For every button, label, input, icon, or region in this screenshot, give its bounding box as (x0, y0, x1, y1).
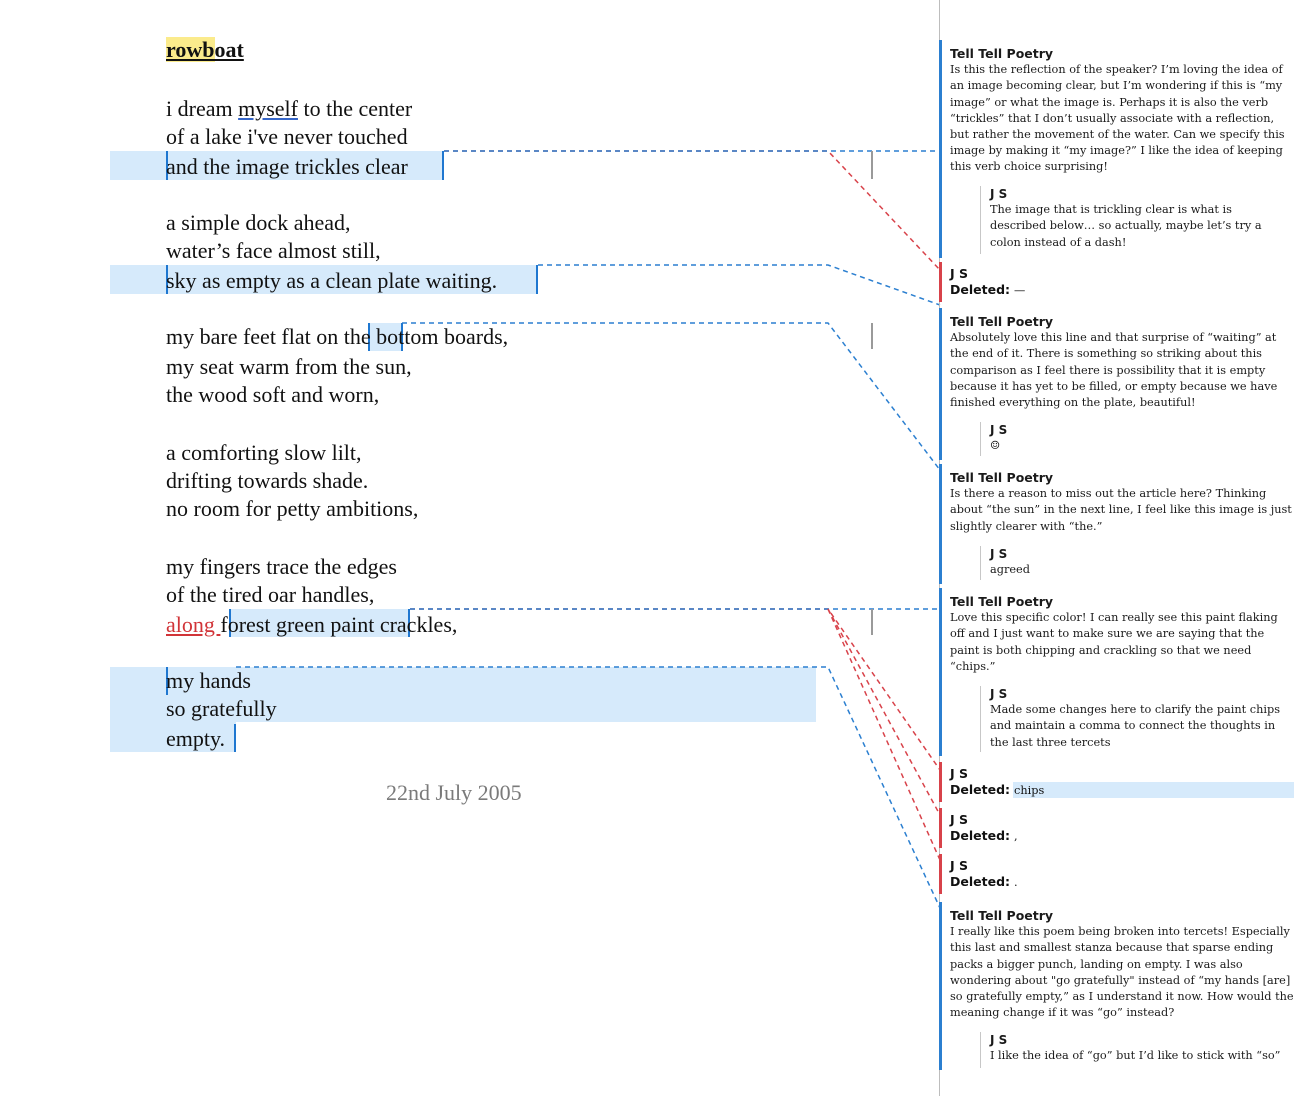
comment-bar (939, 308, 942, 460)
selection-caret (536, 265, 538, 294)
poem-line: water’s face almost still, (166, 238, 381, 263)
comment-author: Tell Tell Poetry (950, 470, 1054, 485)
deletion-4[interactable] (950, 858, 1018, 891)
reply-text: Made some changes here to clarify the paint chips and maintain a comma to connect the thoughts in the last three tercets (990, 703, 1281, 749)
comment-2[interactable] (950, 314, 1294, 411)
change-bar (871, 609, 873, 635)
stanza-2 (166, 209, 497, 295)
deletion-3[interactable] (950, 812, 1018, 845)
deletion-author: J S (950, 766, 969, 781)
reply-text: The image that is trickling clear is what is described below… so actually, maybe let’s try a colon instead of a dash! (990, 203, 1262, 249)
deletion-bar (939, 262, 942, 302)
reply-author: J S (990, 187, 1008, 201)
reply-text: agreed (990, 563, 1030, 577)
comment-author: Tell Tell Poetry (950, 594, 1054, 609)
stanza-3 (166, 323, 508, 409)
stanza-5 (166, 553, 457, 639)
deletion-author: J S (950, 858, 969, 873)
underlined-word: myself (238, 96, 298, 121)
line-text: crackles, (379, 612, 458, 637)
selected-text: forest green paint (220, 612, 380, 637)
deletion-label: Deleted: (950, 282, 1011, 297)
poem-line: a comforting slow lilt, (166, 440, 362, 465)
comment-3-reply[interactable] (990, 546, 1290, 578)
reply-author: J S (990, 1033, 1008, 1047)
poem-line: drifting towards shade. (166, 468, 369, 493)
poem-line (166, 611, 457, 639)
selected-word: the (343, 324, 371, 349)
deletion-value: chips (1014, 784, 1045, 797)
poem-date: 22nd July 2005 (386, 780, 522, 805)
comment-1[interactable] (950, 46, 1294, 176)
poem-line: a simple dock ahead, (166, 210, 351, 235)
reply-text: ☺ (990, 439, 1001, 453)
reply-bar (980, 686, 981, 752)
deletion-value: . (1014, 876, 1018, 889)
change-bar (871, 151, 873, 179)
deletion-2[interactable] (950, 766, 1044, 799)
poem-line: sky as empty as a clean plate waiting. (166, 268, 498, 293)
comment-4-reply[interactable] (990, 686, 1290, 751)
reply-bar (980, 546, 981, 580)
comment-bar (939, 40, 942, 258)
comment-author: Tell Tell Poetry (950, 46, 1054, 61)
poem-line: and the image trickles clear (166, 154, 408, 179)
poem-title (166, 36, 244, 64)
deletion-label: Deleted: (950, 828, 1011, 843)
title-highlight: rowb (166, 37, 215, 62)
poem-line: my seat warm from the sun, (166, 354, 412, 379)
deletion-bar (939, 854, 942, 894)
selection-caret (442, 151, 444, 180)
poem-line: the wood soft and worn, (166, 382, 380, 407)
comment-text: I really like this poem being broken into tercets! Especially this last and smallest stanza because that sparse ending packs a bigger punch, landing on empty. I was also wondering about "go gratefully" instead of “my hands [are] so gratefully empty,” as I understand it now. How would the meaning change if it was “go” instead? (950, 925, 1294, 1020)
comment-author: Tell Tell Poetry (950, 314, 1054, 329)
comment-bar (939, 902, 942, 1070)
poem-line: of a lake i've never touched (166, 124, 408, 149)
poem-line: no room for petty ambitions, (166, 496, 419, 521)
deletion-label: Deleted: (950, 874, 1011, 889)
poem-line (166, 95, 412, 123)
reply-author: J S (990, 547, 1008, 561)
line-text: to the center (297, 96, 413, 121)
deletion-bar (939, 762, 942, 802)
change-bar (871, 323, 873, 349)
reply-text: I like the idea of “go” but I’d like to stick with “so” (990, 1049, 1281, 1063)
comment-bar (939, 588, 942, 756)
deletion-value: — (1014, 284, 1026, 297)
line-text: my bare feet flat on (166, 324, 344, 349)
reply-bar (980, 1032, 981, 1068)
comment-text: Is there a reason to miss out the article here? Thinking about “the sun” in the next line, I feel like this image is just slightly clearer with “the.” (950, 487, 1292, 533)
poem-line: my fingers trace the edges (166, 554, 397, 579)
deletion-value: , (1014, 830, 1018, 843)
poem-line: of the tired oar handles, (166, 582, 375, 607)
comment-2-reply[interactable] (990, 422, 1290, 454)
stanza-4 (166, 439, 418, 523)
comment-bar (939, 464, 942, 584)
reply-author: J S (990, 687, 1008, 701)
poem-line: empty. (166, 726, 226, 751)
comment-5[interactable] (950, 908, 1294, 1021)
deletion-bar (939, 808, 942, 848)
stanza-1 (166, 95, 412, 181)
line-text: bottom boards, (370, 324, 509, 349)
reply-author: J S (990, 423, 1008, 437)
comment-text: Love this specific color! I can really see this paint flaking off and I just want to make sure we are saying that the paint is both chipping and crackling so that we need “chips.” (950, 611, 1278, 673)
deletion-highlight (1013, 782, 1294, 798)
comment-5-reply[interactable] (990, 1032, 1290, 1064)
comment-3[interactable] (950, 470, 1294, 535)
comment-text: Is this the reflection of the speaker? I’m loving the idea of an image becoming clear, but I’m wondering if this is “my image” or what the image is. Perhaps it is also the verb “trickles” that I don’t usually associate with a reflection, but rather the movement of the water. Can we specify this image by making it “my image?” I like the idea of keeping this verb choice surprising! (950, 63, 1285, 174)
comment-text: Absolutely love this line and that surprise of “waiting” at the end of it. There is something so striking about this comparison as I feel there is possibility that it is empty because it has yet to be filled, or empty because we have finished everything on the plate, beautiful! (950, 331, 1278, 410)
stanza-6 (166, 667, 277, 753)
comment-1-reply[interactable] (990, 186, 1290, 251)
tracked-insertion: along (166, 612, 221, 637)
deletion-author: J S (950, 266, 969, 281)
title-rest: oat (214, 37, 244, 62)
line-text: i dream (166, 96, 239, 121)
comment-4[interactable] (950, 594, 1294, 675)
comment-author: Tell Tell Poetry (950, 908, 1054, 923)
reply-bar (980, 422, 981, 456)
poem-line (166, 323, 508, 351)
deletion-1[interactable] (950, 266, 1025, 299)
deletion-label: Deleted: (950, 782, 1011, 797)
poem-line: my hands (166, 668, 251, 693)
poem-line: so gratefully (166, 696, 277, 721)
reply-bar (980, 186, 981, 254)
deletion-author: J S (950, 812, 969, 827)
